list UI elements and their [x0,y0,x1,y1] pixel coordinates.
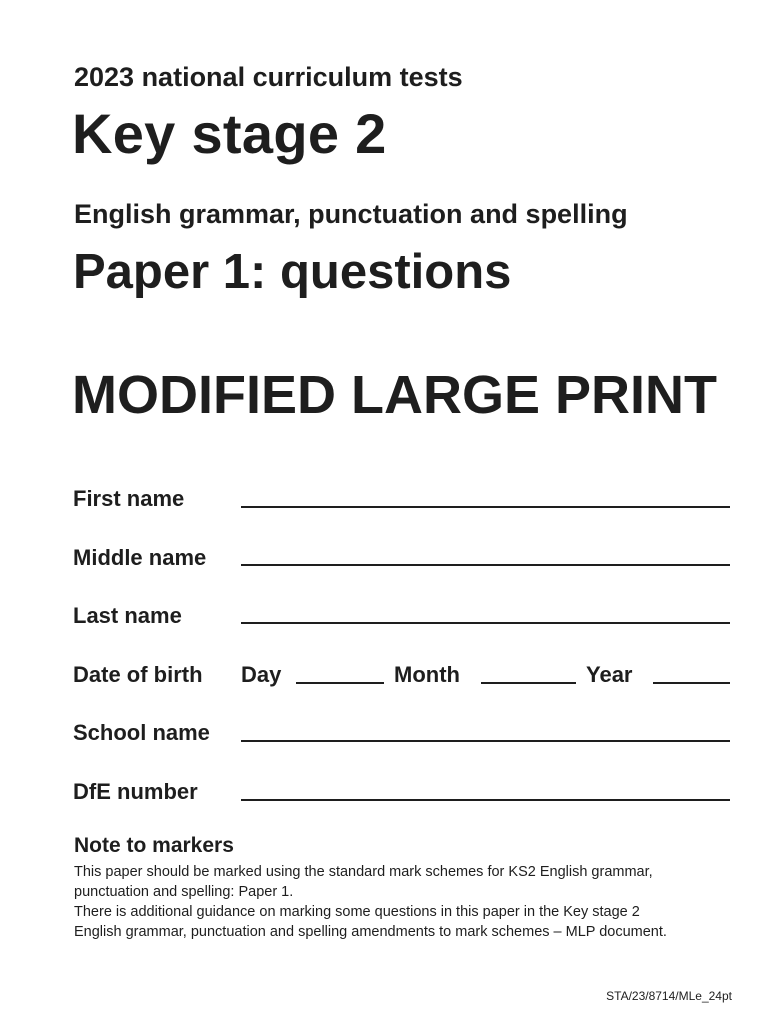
note-line-2: punctuation and spelling: Paper 1. [74,884,294,900]
middle-name-field[interactable] [241,564,730,566]
series-title: 2023 national curriculum tests [74,62,463,92]
reference-code: STA/23/8714/MLe_24pt [606,989,732,1003]
school-name-label: School name [73,720,210,745]
day-label: Day [241,662,282,687]
paper-title: Paper 1: questions [73,245,512,299]
year-label: Year [586,662,633,687]
dfe-number-field[interactable] [241,799,730,801]
key-stage-title: Key stage 2 [72,102,387,165]
last-name-field[interactable] [241,622,730,624]
note-line-4: English grammar, punctuation and spelling amendments to mark schemes – MLP document. [74,924,667,940]
school-name-field[interactable] [241,740,730,742]
month-field[interactable] [481,682,576,684]
first-name-field[interactable] [241,506,730,508]
note-line-3: There is additional guidance on marking some questions in this paper in the Key stage 2 [74,904,640,920]
day-field[interactable] [296,682,384,684]
subject-title: English grammar, punctuation and spelling [74,199,628,229]
dfe-number-label: DfE number [73,779,198,804]
first-name-label: First name [73,486,185,511]
year-field[interactable] [653,682,730,684]
date-of-birth-label: Date of birth [73,662,203,687]
note-line-1: This paper should be marked using the standard mark schemes for KS2 English grammar, [74,864,653,880]
last-name-label: Last name [73,603,182,628]
format-title: MODIFIED LARGE PRINT [72,365,717,425]
month-label: Month [394,662,460,687]
middle-name-label: Middle name [73,545,207,570]
note-to-markers-heading: Note to markers [74,834,234,857]
